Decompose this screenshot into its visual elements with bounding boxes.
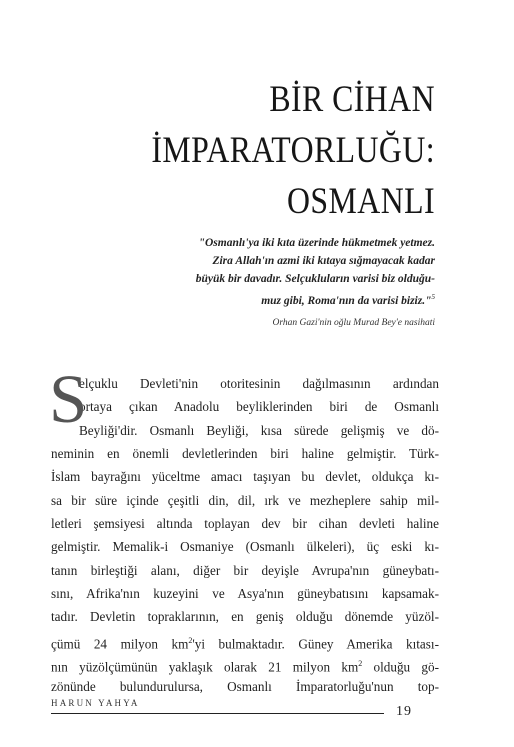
body-line: tadır. Devletin topraklarının, en geniş olduğu dönemde yüzöl- (51, 609, 439, 625)
body-line-part: 'yi bulmaktadır. Güney Amerika kıtası- (192, 636, 439, 652)
chapter-title-line: BİR CİHAN (269, 79, 435, 120)
body-line: letleri şemsiyesi altında toplayan dev bir cihan devleti haline (51, 516, 439, 532)
epigraph-line (165, 288, 435, 310)
page-number: 19 (396, 704, 412, 719)
body-line: Beyliği'dir. Osmanlı Beyliği, kısa sürede gelişmiş ve dö- (79, 422, 439, 438)
chapter-title-line: OSMANLI (287, 181, 435, 222)
chapter-title (125, 74, 435, 227)
body-line-part: çümü 24 milyon km (51, 636, 189, 652)
epigraph-attribution: Orhan Gazi'nin oğlu Murad Bey'e nasihati (272, 318, 435, 328)
epigraph-line: "Osmanlı'ya iki kıta üzerinde hükmetmek yetmez. (198, 237, 435, 249)
epigraph-line: büyük bir davadır. Selçukluların varisi biz olduğu- (195, 273, 435, 285)
footnote-marker: 5 (431, 293, 435, 301)
epigraph-line: Zira Allah'ın azmi iki kıtaya sığmayacak kadar (212, 255, 435, 267)
body-line: gelmiştir. Memalik-i Osmaniye (Osmanlı ülkeleri), üç eski kı- (51, 539, 439, 555)
body-line: İslam bayrağını yüceltme amacı taşıyan bu devlet, oldukça kı- (51, 469, 439, 485)
chapter-title-line: İMPARATORLUĞU: (151, 130, 435, 171)
body-line: ortaya çıkan Anadolu beyliklerinden biri de Osmanlı (79, 399, 439, 415)
body-line: sa bir süre içinde çeşitli din, dil, ırk ve mezheplere sahip mil- (51, 492, 439, 508)
epigraph-line-text: muz gibi, Roma'nın da varisi biziz." (261, 294, 432, 307)
footer-author: HARUN YAHYA (51, 698, 140, 708)
superscript: 2 (188, 635, 193, 645)
body-line: tanın birleştiği alanı, diğer bir deyişle Avrupa'nın güneybatı- (51, 562, 439, 578)
drop-cap: S (49, 361, 88, 437)
body-line-part: olduğu gö- (362, 659, 439, 675)
footer-rule (51, 713, 384, 714)
body-text (49, 361, 439, 699)
body-line (51, 652, 439, 675)
body-line: sını, Afrika'nın kuzeyini ve Asya'nın güneybatısını kapsamak- (51, 586, 439, 602)
superscript: 2 (358, 659, 363, 669)
body-line: zönünde bulundurulursa, Osmanlı İmparatorluğu'nun top- (51, 679, 439, 695)
body-line-part: nın yüzölçümünün yaklaşık olarak 21 milyon km (51, 659, 359, 675)
epigraph-quote (165, 234, 435, 310)
body-line: elçuklu Devleti'nin otoritesinin dağılmasının ardından (79, 376, 439, 391)
body-line: neminin en önemli devletlerinden biri haline gelmiştir. Türk- (51, 446, 439, 462)
body-line (51, 629, 439, 652)
